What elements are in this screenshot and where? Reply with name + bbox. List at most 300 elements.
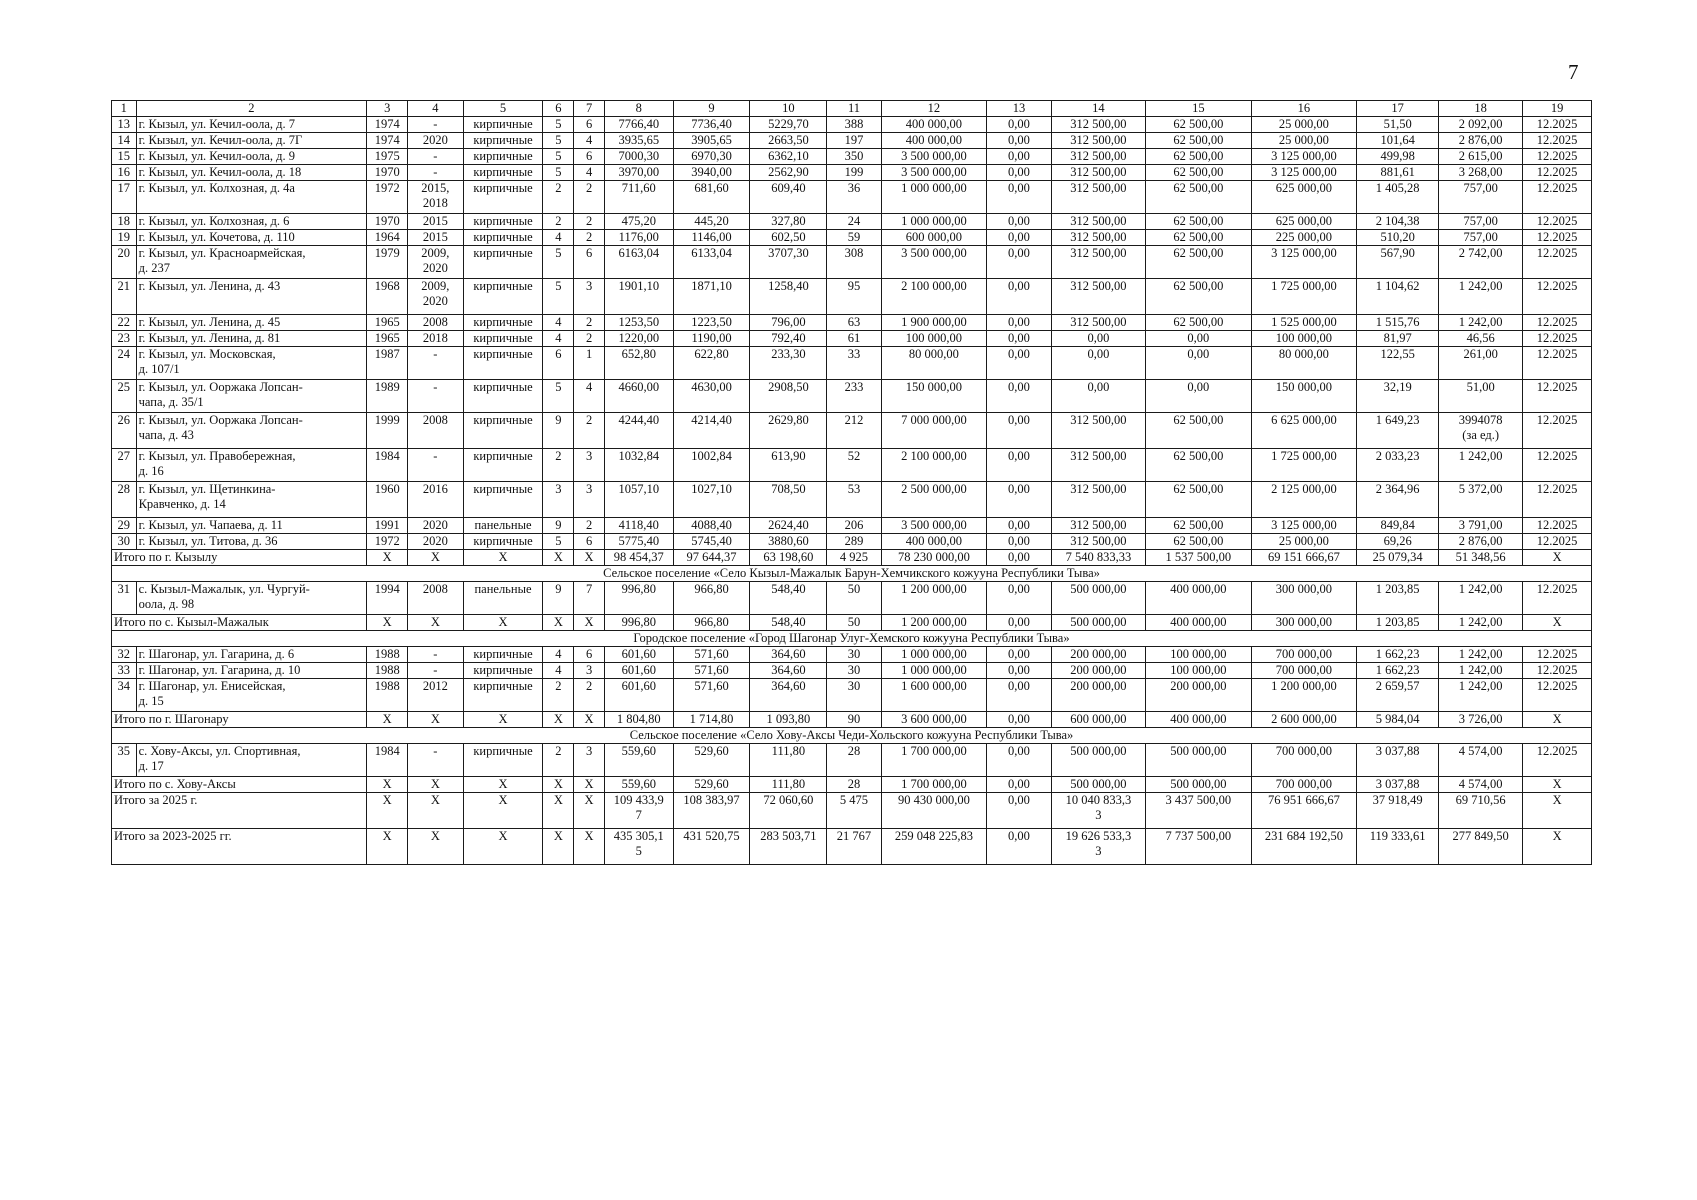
data-cell: 4244,40 (604, 413, 673, 449)
total-cell: X (574, 793, 605, 829)
data-cell: 1 000 000,00 (881, 181, 987, 214)
total-cell: 300 000,00 (1251, 615, 1357, 631)
data-cell: 12.2025 (1523, 149, 1592, 165)
data-cell: 1979 (367, 246, 408, 279)
total-cell: 0,00 (987, 777, 1052, 793)
total-cell: 111,80 (750, 777, 827, 793)
data-cell: 3 500 000,00 (881, 149, 987, 165)
total-cell: X (408, 615, 463, 631)
total-cell: X (367, 777, 408, 793)
total-cell: 72 060,60 (750, 793, 827, 829)
data-cell: 4 (543, 331, 574, 347)
data-cell: - (408, 165, 463, 181)
data-cell: 364,60 (750, 679, 827, 712)
total-cell: 2 600 000,00 (1251, 712, 1357, 728)
data-cell: 4 (543, 647, 574, 663)
total-cell: X (543, 777, 574, 793)
data-cell: 3 (543, 482, 574, 518)
data-cell: 622,80 (673, 347, 750, 380)
data-cell: 559,60 (604, 744, 673, 777)
data-cell: 1965 (367, 331, 408, 347)
address-cell: г. Кызыл, ул. Кечил-оола, д. 7Г (136, 133, 367, 149)
data-cell: 652,80 (604, 347, 673, 380)
table-body (112, 101, 1592, 865)
total-cell: X (367, 829, 408, 865)
total-cell: 51 348,56 (1439, 550, 1523, 566)
data-cell: 4660,00 (604, 380, 673, 413)
data-cell: 400 000,00 (1146, 582, 1252, 615)
data-cell: 4 (574, 380, 605, 413)
data-cell: 996,80 (604, 582, 673, 615)
data-cell: 5 (543, 246, 574, 279)
data-cell: 7000,30 (604, 149, 673, 165)
total-cell: 996,80 (604, 615, 673, 631)
data-cell: 62 500,00 (1146, 413, 1252, 449)
address-cell: г. Кызыл, ул. Ленина, д. 43 (136, 279, 367, 315)
total-cell: 69 151 666,67 (1251, 550, 1357, 566)
data-cell: 30 (827, 647, 881, 663)
data-cell: 312 500,00 (1051, 149, 1145, 165)
total-cell: 90 (827, 712, 881, 728)
data-cell: 2015 (408, 214, 463, 230)
data-cell: 1975 (367, 149, 408, 165)
total-cell: X (367, 793, 408, 829)
data-cell: 1999 (367, 413, 408, 449)
total-cell: 0,00 (987, 712, 1052, 728)
data-cell: 2 (574, 214, 605, 230)
data-cell: 681,60 (673, 181, 750, 214)
total-cell: X (1523, 777, 1592, 793)
data-cell: 150 000,00 (1251, 380, 1357, 413)
total-cell: X (574, 615, 605, 631)
data-cell: 0,00 (987, 181, 1052, 214)
address-cell: с. Кызыл-Мажалык, ул. Чургуй- оола, д. 98 (136, 582, 367, 615)
data-cell: 0,00 (987, 663, 1052, 679)
total-label: Итого за 2023-2025 гг. (112, 829, 367, 865)
data-cell: 1988 (367, 663, 408, 679)
data-cell: 27 (112, 449, 137, 482)
total-cell: X (543, 793, 574, 829)
total-cell: X (463, 829, 543, 865)
data-cell: 29 (112, 518, 137, 534)
data-cell: 26 (112, 413, 137, 449)
data-cell: 1 900 000,00 (881, 315, 987, 331)
data-cell: 3940,00 (673, 165, 750, 181)
data-cell: 3 (574, 449, 605, 482)
total-cell: 5 984,04 (1357, 712, 1439, 728)
data-cell: 364,60 (750, 647, 827, 663)
data-cell: 12.2025 (1523, 663, 1592, 679)
table-row (112, 663, 1592, 679)
data-cell: 62 500,00 (1146, 133, 1252, 149)
data-cell: 12.2025 (1523, 347, 1592, 380)
data-cell: 12.2025 (1523, 230, 1592, 246)
table-row (112, 482, 1592, 518)
data-cell: 15 (112, 149, 137, 165)
data-cell: 400 000,00 (881, 117, 987, 133)
column-header: 2 (136, 101, 367, 117)
data-cell: 289 (827, 534, 881, 550)
total-label: Итого по г. Кызылу (112, 550, 367, 566)
data-cell: кирпичные (463, 315, 543, 331)
total-cell: X (1523, 793, 1592, 829)
data-cell: 2 100 000,00 (881, 449, 987, 482)
table-row (112, 230, 1592, 246)
total-cell: 400 000,00 (1146, 615, 1252, 631)
data-cell: 2562,90 (750, 165, 827, 181)
data-cell: 62 500,00 (1146, 449, 1252, 482)
data-cell: 3 125 000,00 (1251, 246, 1357, 279)
total-cell: 5 475 (827, 793, 881, 829)
data-cell: 312 500,00 (1051, 449, 1145, 482)
data-cell: 2 876,00 (1439, 534, 1523, 550)
data-cell: 16 (112, 165, 137, 181)
address-cell: г. Кызыл, ул. Правобережная, д. 16 (136, 449, 367, 482)
data-cell: 2009, 2020 (408, 279, 463, 315)
total-cell: X (463, 550, 543, 566)
data-cell: 700 000,00 (1251, 744, 1357, 777)
data-cell: 1984 (367, 744, 408, 777)
data-cell: 2008 (408, 413, 463, 449)
data-cell: 2 364,96 (1357, 482, 1439, 518)
total-cell: 1 804,80 (604, 712, 673, 728)
total-label: Итого за 2025 г. (112, 793, 367, 829)
table-row (112, 744, 1592, 777)
data-cell: 312 500,00 (1051, 117, 1145, 133)
data-cell: 0,00 (1051, 380, 1145, 413)
data-cell: 2 (574, 230, 605, 246)
data-cell: 24 (112, 347, 137, 380)
column-header: 15 (1146, 101, 1252, 117)
column-header: 8 (604, 101, 673, 117)
data-cell: 4118,40 (604, 518, 673, 534)
data-cell: 708,50 (750, 482, 827, 518)
data-cell: 0,00 (1051, 347, 1145, 380)
data-cell: 1190,00 (673, 331, 750, 347)
data-cell: 7766,40 (604, 117, 673, 133)
data-cell: 25 (112, 380, 137, 413)
data-cell: 63 (827, 315, 881, 331)
data-cell: кирпичные (463, 380, 543, 413)
total-cell: X (1523, 829, 1592, 865)
data-cell: 69,26 (1357, 534, 1439, 550)
data-cell: 0,00 (987, 214, 1052, 230)
data-cell: 52 (827, 449, 881, 482)
data-cell: 1984 (367, 449, 408, 482)
data-cell: 4 (574, 133, 605, 149)
data-cell: 2 (574, 315, 605, 331)
data-cell: кирпичные (463, 117, 543, 133)
data-cell: 445,20 (673, 214, 750, 230)
data-cell: 0,00 (987, 744, 1052, 777)
table-row (112, 413, 1592, 449)
data-cell: 59 (827, 230, 881, 246)
address-cell: г. Кызыл, ул. Титова, д. 36 (136, 534, 367, 550)
data-cell: 500 000,00 (1051, 582, 1145, 615)
total-cell: 529,60 (673, 777, 750, 793)
data-cell: 62 500,00 (1146, 534, 1252, 550)
data-cell: 0,00 (1051, 331, 1145, 347)
total-row (112, 712, 1592, 728)
address-cell: г. Кызыл, ул. Чапаева, д. 11 (136, 518, 367, 534)
data-cell: 6362,10 (750, 149, 827, 165)
data-cell: 312 500,00 (1051, 413, 1145, 449)
data-cell: 12.2025 (1523, 582, 1592, 615)
table-row (112, 449, 1592, 482)
data-cell: 1991 (367, 518, 408, 534)
data-cell: 312 500,00 (1051, 482, 1145, 518)
data-cell: 23 (112, 331, 137, 347)
data-cell: 1 725 000,00 (1251, 279, 1357, 315)
total-cell: 1 093,80 (750, 712, 827, 728)
total-cell: 4 925 (827, 550, 881, 566)
data-cell: - (408, 449, 463, 482)
data-cell: 50 (827, 582, 881, 615)
section-heading-row (112, 631, 1592, 647)
table-row (112, 117, 1592, 133)
section-heading: Городское поселение «Город Шагонар Улуг-Хемского кожууна Республики Тыва» (112, 631, 1592, 647)
data-cell: кирпичные (463, 347, 543, 380)
data-cell: кирпичные (463, 181, 543, 214)
data-cell: 200 000,00 (1051, 679, 1145, 712)
data-cell: 757,00 (1439, 230, 1523, 246)
data-cell: 529,60 (673, 744, 750, 777)
total-cell: 966,80 (673, 615, 750, 631)
data-cell: 200 000,00 (1051, 663, 1145, 679)
total-cell: 283 503,71 (750, 829, 827, 865)
column-header: 6 (543, 101, 574, 117)
column-header: 10 (750, 101, 827, 117)
data-cell: 6 (574, 149, 605, 165)
data-cell: 350 (827, 149, 881, 165)
data-cell: 0,00 (987, 230, 1052, 246)
address-cell: г. Кызыл, ул. Кечил-оола, д. 18 (136, 165, 367, 181)
total-cell: X (574, 712, 605, 728)
total-cell: 435 305,1 5 (604, 829, 673, 865)
data-cell: 1 405,28 (1357, 181, 1439, 214)
data-cell: 1 515,76 (1357, 315, 1439, 331)
data-cell: 966,80 (673, 582, 750, 615)
data-cell: - (408, 380, 463, 413)
data-cell: 30 (827, 679, 881, 712)
data-cell: - (408, 347, 463, 380)
total-cell: X (574, 777, 605, 793)
data-cell: 3 125 000,00 (1251, 165, 1357, 181)
data-cell: 2008 (408, 582, 463, 615)
data-cell: 62 500,00 (1146, 518, 1252, 534)
data-cell: 0,00 (1146, 380, 1252, 413)
data-cell: 2012 (408, 679, 463, 712)
data-cell: 1989 (367, 380, 408, 413)
data-cell: 18 (112, 214, 137, 230)
data-cell: 206 (827, 518, 881, 534)
data-cell: 200 000,00 (1051, 647, 1145, 663)
data-cell: 21 (112, 279, 137, 315)
column-header: 17 (1357, 101, 1439, 117)
table-row (112, 149, 1592, 165)
data-cell: 0,00 (987, 331, 1052, 347)
data-cell: 2020 (408, 534, 463, 550)
data-cell: 388 (827, 117, 881, 133)
total-cell: X (543, 829, 574, 865)
data-cell: 308 (827, 246, 881, 279)
data-cell: 400 000,00 (881, 534, 987, 550)
total-cell: 90 430 000,00 (881, 793, 987, 829)
data-cell: 12.2025 (1523, 413, 1592, 449)
total-cell: X (543, 615, 574, 631)
total-cell: 1 200 000,00 (881, 615, 987, 631)
data-cell: 3 500 000,00 (881, 165, 987, 181)
total-cell: 69 710,56 (1439, 793, 1523, 829)
data-cell: 2015, 2018 (408, 181, 463, 214)
data-cell: 2016 (408, 482, 463, 518)
total-cell: X (367, 550, 408, 566)
total-cell: 25 079,34 (1357, 550, 1439, 566)
data-cell: 3994078 (за ед.) (1439, 413, 1523, 449)
total-cell: X (543, 550, 574, 566)
data-cell: 6 (574, 647, 605, 663)
data-cell: 312 500,00 (1051, 315, 1145, 331)
data-cell: 0,00 (987, 647, 1052, 663)
total-cell: 559,60 (604, 777, 673, 793)
total-cell: 600 000,00 (1051, 712, 1145, 728)
data-cell: 2 500 000,00 (881, 482, 987, 518)
total-row (112, 793, 1592, 829)
data-cell: кирпичные (463, 413, 543, 449)
total-cell: 1 203,85 (1357, 615, 1439, 631)
data-cell: 2629,80 (750, 413, 827, 449)
total-cell: X (463, 777, 543, 793)
data-cell: 5 372,00 (1439, 482, 1523, 518)
data-cell: 602,50 (750, 230, 827, 246)
data-cell: 0,00 (987, 413, 1052, 449)
data-cell: 2 (543, 214, 574, 230)
total-cell: X (408, 550, 463, 566)
data-cell: 1 104,62 (1357, 279, 1439, 315)
data-cell: 400 000,00 (881, 133, 987, 149)
total-cell: 19 626 533,3 3 (1051, 829, 1145, 865)
data-cell: 567,90 (1357, 246, 1439, 279)
data-cell: 12.2025 (1523, 380, 1592, 413)
data-cell: 1 (574, 347, 605, 380)
address-cell: г. Кызыл, ул. Щетинкина- Кравченко, д. 14 (136, 482, 367, 518)
data-cell: 0,00 (987, 582, 1052, 615)
data-cell: 1 000 000,00 (881, 663, 987, 679)
data-cell: 0,00 (1146, 331, 1252, 347)
address-cell: г. Шагонар, ул. Гагарина, д. 6 (136, 647, 367, 663)
data-cell: 12.2025 (1523, 449, 1592, 482)
data-cell: кирпичные (463, 331, 543, 347)
total-cell: X (408, 793, 463, 829)
data-cell: 12.2025 (1523, 117, 1592, 133)
data-cell: кирпичные (463, 482, 543, 518)
address-cell: г. Кызыл, ул. Ооржака Лопсан- чапа, д. 35/1 (136, 380, 367, 413)
section-heading: Сельское поселение «Село Кызыл-Мажалык Барун-Хемчикского кожууна Республики Тыва» (112, 566, 1592, 582)
address-cell: г. Кызыл, ул. Московская, д. 107/1 (136, 347, 367, 380)
data-cell: 1871,10 (673, 279, 750, 315)
data-cell: 3 (574, 744, 605, 777)
data-cell: 0,00 (987, 133, 1052, 149)
data-cell: 796,00 (750, 315, 827, 331)
data-cell: 6 625 000,00 (1251, 413, 1357, 449)
total-label: Итого по с. Хову-Аксы (112, 777, 367, 793)
data-cell: 100 000,00 (1146, 647, 1252, 663)
data-cell: 601,60 (604, 663, 673, 679)
data-cell: 6 (574, 246, 605, 279)
data-cell: 62 500,00 (1146, 279, 1252, 315)
data-cell: 1 203,85 (1357, 582, 1439, 615)
data-cell: 1002,84 (673, 449, 750, 482)
data-cell: 25 000,00 (1251, 534, 1357, 550)
column-header: 5 (463, 101, 543, 117)
data-cell: 3 037,88 (1357, 744, 1439, 777)
data-cell: 1 242,00 (1439, 582, 1523, 615)
data-cell: 13 (112, 117, 137, 133)
total-cell: 259 048 225,83 (881, 829, 987, 865)
data-cell: 62 500,00 (1146, 214, 1252, 230)
data-cell: 1987 (367, 347, 408, 380)
data-cell: 312 500,00 (1051, 214, 1145, 230)
data-cell: 1 525 000,00 (1251, 315, 1357, 331)
data-cell: 30 (112, 534, 137, 550)
data-cell: 2 (543, 181, 574, 214)
data-cell: кирпичные (463, 534, 543, 550)
data-cell: 3 268,00 (1439, 165, 1523, 181)
data-cell: 1974 (367, 133, 408, 149)
data-cell: 80 000,00 (1251, 347, 1357, 380)
data-cell: 5229,70 (750, 117, 827, 133)
data-cell: - (408, 117, 463, 133)
data-cell: 2 092,00 (1439, 117, 1523, 133)
data-cell: 12.2025 (1523, 679, 1592, 712)
data-cell: 1988 (367, 647, 408, 663)
data-cell: 6133,04 (673, 246, 750, 279)
data-cell: 62 500,00 (1146, 482, 1252, 518)
data-cell: 233,30 (750, 347, 827, 380)
data-cell: 601,60 (604, 647, 673, 663)
data-cell: 600 000,00 (881, 230, 987, 246)
data-cell: 1 242,00 (1439, 679, 1523, 712)
total-cell: 98 454,37 (604, 550, 673, 566)
data-cell: 757,00 (1439, 181, 1523, 214)
data-cell: 6970,30 (673, 149, 750, 165)
total-cell: 1 700 000,00 (881, 777, 987, 793)
data-cell: 1 242,00 (1439, 663, 1523, 679)
data-cell: 51,50 (1357, 117, 1439, 133)
total-cell: 0,00 (987, 615, 1052, 631)
data-cell: 700 000,00 (1251, 663, 1357, 679)
column-header: 9 (673, 101, 750, 117)
data-cell: - (408, 647, 463, 663)
data-cell: 81,97 (1357, 331, 1439, 347)
data-cell: 2 (543, 449, 574, 482)
total-cell: 37 918,49 (1357, 793, 1439, 829)
data-cell: 1253,50 (604, 315, 673, 331)
data-cell: 2 (574, 679, 605, 712)
data-cell: 5 (543, 534, 574, 550)
section-heading-row (112, 728, 1592, 744)
data-cell: 3 (574, 279, 605, 315)
data-cell: 261,00 (1439, 347, 1523, 380)
data-cell: 1 242,00 (1439, 449, 1523, 482)
data-cell: 312 500,00 (1051, 181, 1145, 214)
data-cell: 2 (574, 518, 605, 534)
data-cell: 62 500,00 (1146, 315, 1252, 331)
address-cell: г. Кызыл, ул. Ооржака Лопсан- чапа, д. 43 (136, 413, 367, 449)
data-cell: 12.2025 (1523, 744, 1592, 777)
total-cell: 78 230 000,00 (881, 550, 987, 566)
data-cell: 571,60 (673, 679, 750, 712)
